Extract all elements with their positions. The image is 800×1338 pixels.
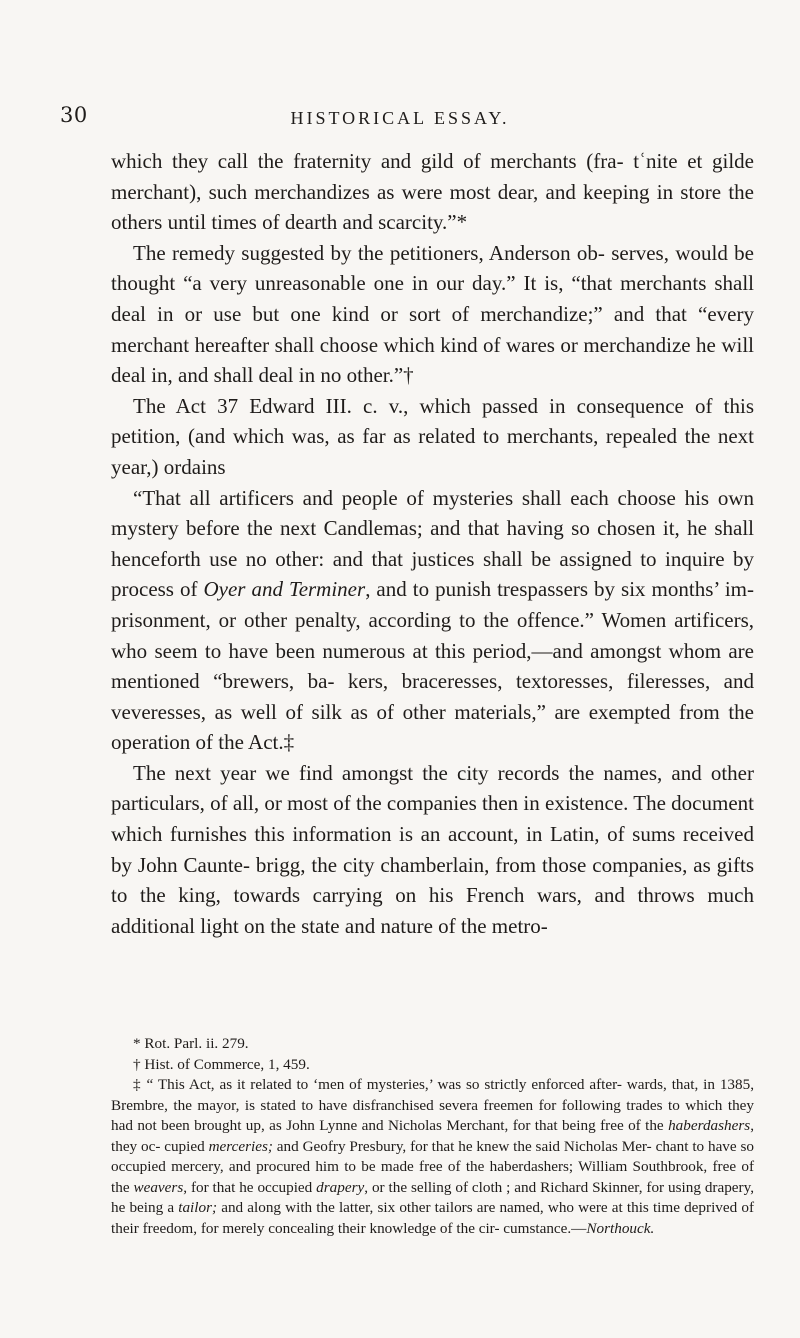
running-head: HISTORICAL ESSAY.	[290, 108, 510, 128]
paragraph-4-italic: Oyer and Terminer	[203, 577, 366, 602]
footnotes	[111, 1034, 754, 1239]
footnote-3-italic-2: merceries;	[208, 1137, 273, 1155]
footnote-3-italic-4: drapery	[316, 1178, 365, 1196]
footnote-3-text-a: ‡ “ This Act, as it related to ‘men of mysteries,’ was so strictly enforced after- wards, that, in 1385, Brembre, the mayor, is stated to have disfranchised severa freemen for following trades to which they had not been brought up, as John Lynne and Nicholas Merchant, for that being free of the	[111, 1076, 754, 1134]
footnote-3-text-e: , or the selling of cloth ; and Richard Skinner, for using drapery, he being a	[111, 1178, 755, 1216]
footnote-3-italic-6: Northouck.	[586, 1219, 655, 1237]
footnote-3-text-b: , they oc- cupied	[111, 1117, 754, 1155]
page-number: 30	[60, 103, 88, 127]
paragraph-1: which they call the fraternity and gild of merchants (fra- tʿnite et gilde merchant), such merchandizes as were most dear, and keeping in store the others until times of dearth and scarcity.”*	[111, 149, 754, 235]
paragraph-4-text-a: “That all artificers and people of mysteries shall each choose his own mystery before the next Candlemas; and that having so chosen it, he shall henceforth use no other: and that justices shall be assigned to inquire by process of	[111, 485, 754, 602]
body-text	[111, 146, 754, 941]
footnote-3-text-f: and along with the latter, six other tailors are named, who were at this time deprived of their freedom, for merely concealing their knowledge of the cir- cumstance.—	[111, 1199, 755, 1237]
footnote-2: † Hist. of Commerce, 1, 459.	[133, 1055, 310, 1073]
footnote-3-text-d: , for that he occupied	[183, 1178, 313, 1196]
footnote-3-italic-3: weavers	[133, 1178, 184, 1196]
paragraph-4-text-b: , and to punish trespassers by six months’ im- prisonment, or other penalty, according to the offence.” Women artificers, who seem to have been numerous at this period,—and amongst whom are mentioned “brewers, ba- kers, braceresses, textoresses, fileresses, and veveresses, as well of silk as of other materials,” are exempted from the operation of the Act.‡	[111, 577, 754, 755]
footnote-3-italic-1: haberdashers	[668, 1117, 751, 1134]
paragraph-2: The remedy suggested by the petitioners, Anderson ob- serves, would be thought “a very unreasonable one in our day.” It is, “that merchants shall deal in or use but one kind or sort of merchandize;” and that “every merchant hereafter shall choose which kind of wares or merchandize he will deal in, and shall deal in no other.”†	[111, 240, 754, 388]
footnote-3-text-c: and Geofry Presbury, for that he knew the said Nicholas Mer- chant to have so occupied mercery, and procured him to be made free of the haberdashers; William Southbrook, free of the	[111, 1137, 754, 1196]
footnote-3	[111, 1075, 754, 1239]
paragraph-3: The Act 37 Edward III. c. v., which passed in consequence of this petition, (and which was, as far as related to merchants, repealed the next year,) ordains	[111, 393, 754, 479]
footnote-3-italic-5: tailor;	[178, 1199, 218, 1216]
footnote-1: * Rot. Parl. ii. 279.	[133, 1035, 249, 1052]
paragraph-4	[111, 483, 754, 758]
paragraph-5: The next year we find amongst the city records the names, and other particulars, of all, or most of the companies then in existence. The document which furnishes this information is an account, in Latin, of sums received by John Caunte- brigg, the city chamberlain, from those companies, as gifts to the king, towards carrying on his French wars, and throws much additional light on the state and nature of the metro-	[111, 760, 754, 938]
